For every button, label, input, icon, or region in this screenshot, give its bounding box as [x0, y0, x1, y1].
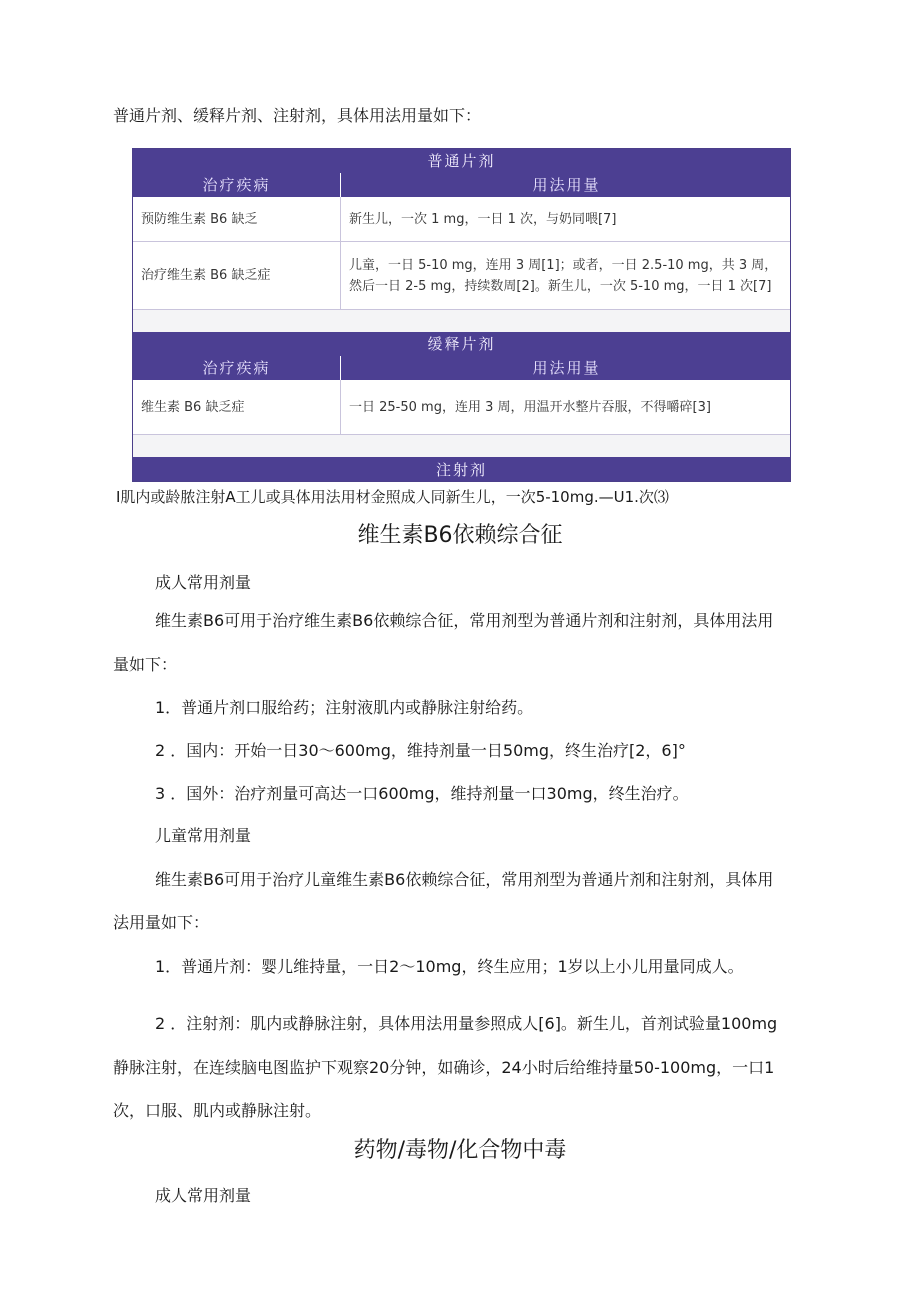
paragraph: 次，口服、肌内或静脉注射。: [113, 1101, 322, 1120]
table-section-title: 普通片剂: [133, 149, 790, 173]
section-heading: 药物/毒物/化合物中毒: [353, 1138, 567, 1163]
list-item: 1．普通片剂口服给药；注射液肌内或静脉注射给药。: [155, 698, 534, 717]
table-cell: 一日 25-50 mg，连用 3 周，用温开水整片吞服，不得嚼碎[3]: [349, 399, 711, 415]
table-header-usage: 用法用量: [341, 173, 791, 197]
list-item: 2 ．国内：开始一日30～600mg，维持剂量一日50mg，终生治疗[2，6]°: [155, 741, 686, 760]
paragraph: 静脉注射，在连续脑电图监护下观察20分钟，如确诊，24小时后给维持量50-100mg，一口1: [113, 1058, 775, 1077]
intro-text: 普通片剂、缓释片剂、注射剂，具体用法用量如下：: [113, 106, 482, 125]
list-item: 3 ．国外：治疗剂量可高达一口600mg，维持剂量一口30mg，终生治疗。: [155, 784, 689, 803]
subheading-adult: 成人常用剂量: [155, 1186, 252, 1205]
subheading-child: 儿童常用剂量: [155, 826, 252, 845]
paragraph: 维生素B6可用于治疗儿童维生素B6依赖综合征，常用剂型为普通片剂和注射剂，具体用: [155, 870, 774, 889]
garbled-text: I肌内或龄脓注射A工儿或具体用法用材金照成人同新生儿，一次5-10mg.—U1.次⑶: [116, 488, 669, 506]
table-section-title: 注射剂: [133, 457, 790, 482]
list-item: 2 ．注射剂：肌内或静脉注射，具体用法用量参照成人[6]。新生儿，首剂试验量100mg: [155, 1014, 778, 1033]
dosage-table: [132, 148, 791, 482]
table-cell: 维生素 B6 缺乏症: [141, 399, 245, 415]
table-cell: 预防维生素 B6 缺乏: [141, 211, 258, 227]
table-cell: 新生儿，一次 1 mg，一日 1 次，与奶同喂[7]: [349, 211, 617, 227]
section-heading: 维生素B6依赖综合征: [357, 523, 563, 548]
table-header-disease: 治疗疾病: [133, 173, 340, 197]
table-cell: 治疗维生素 B6 缺乏症: [141, 268, 271, 283]
table-header-disease: 治疗疾病: [133, 356, 340, 380]
paragraph: 法用量如下：: [113, 913, 210, 932]
paragraph: 维生素B6可用于治疗维生素B6依赖综合征，常用剂型为普通片剂和注射剂，具体用法用: [155, 611, 774, 630]
table-section-title: 缓释片剂: [133, 332, 790, 356]
table-cell: 儿童，一日 5-10 mg，连用 3 周[1]；或者，一日 2.5-10 mg，共 3 周，然后一日 2-5 mg，持续数周[2]。新生儿，一次 5-10 mg，一日 1 次[7]: [349, 257, 778, 294]
list-item: 1．普通片剂：婴儿维持量，一日2～10mg，终生应用；1岁以上小儿用量同成人。: [155, 957, 744, 976]
paragraph: 量如下：: [113, 655, 178, 674]
subheading-adult: 成人常用剂量: [155, 573, 252, 592]
table-header-usage: 用法用量: [341, 356, 791, 380]
